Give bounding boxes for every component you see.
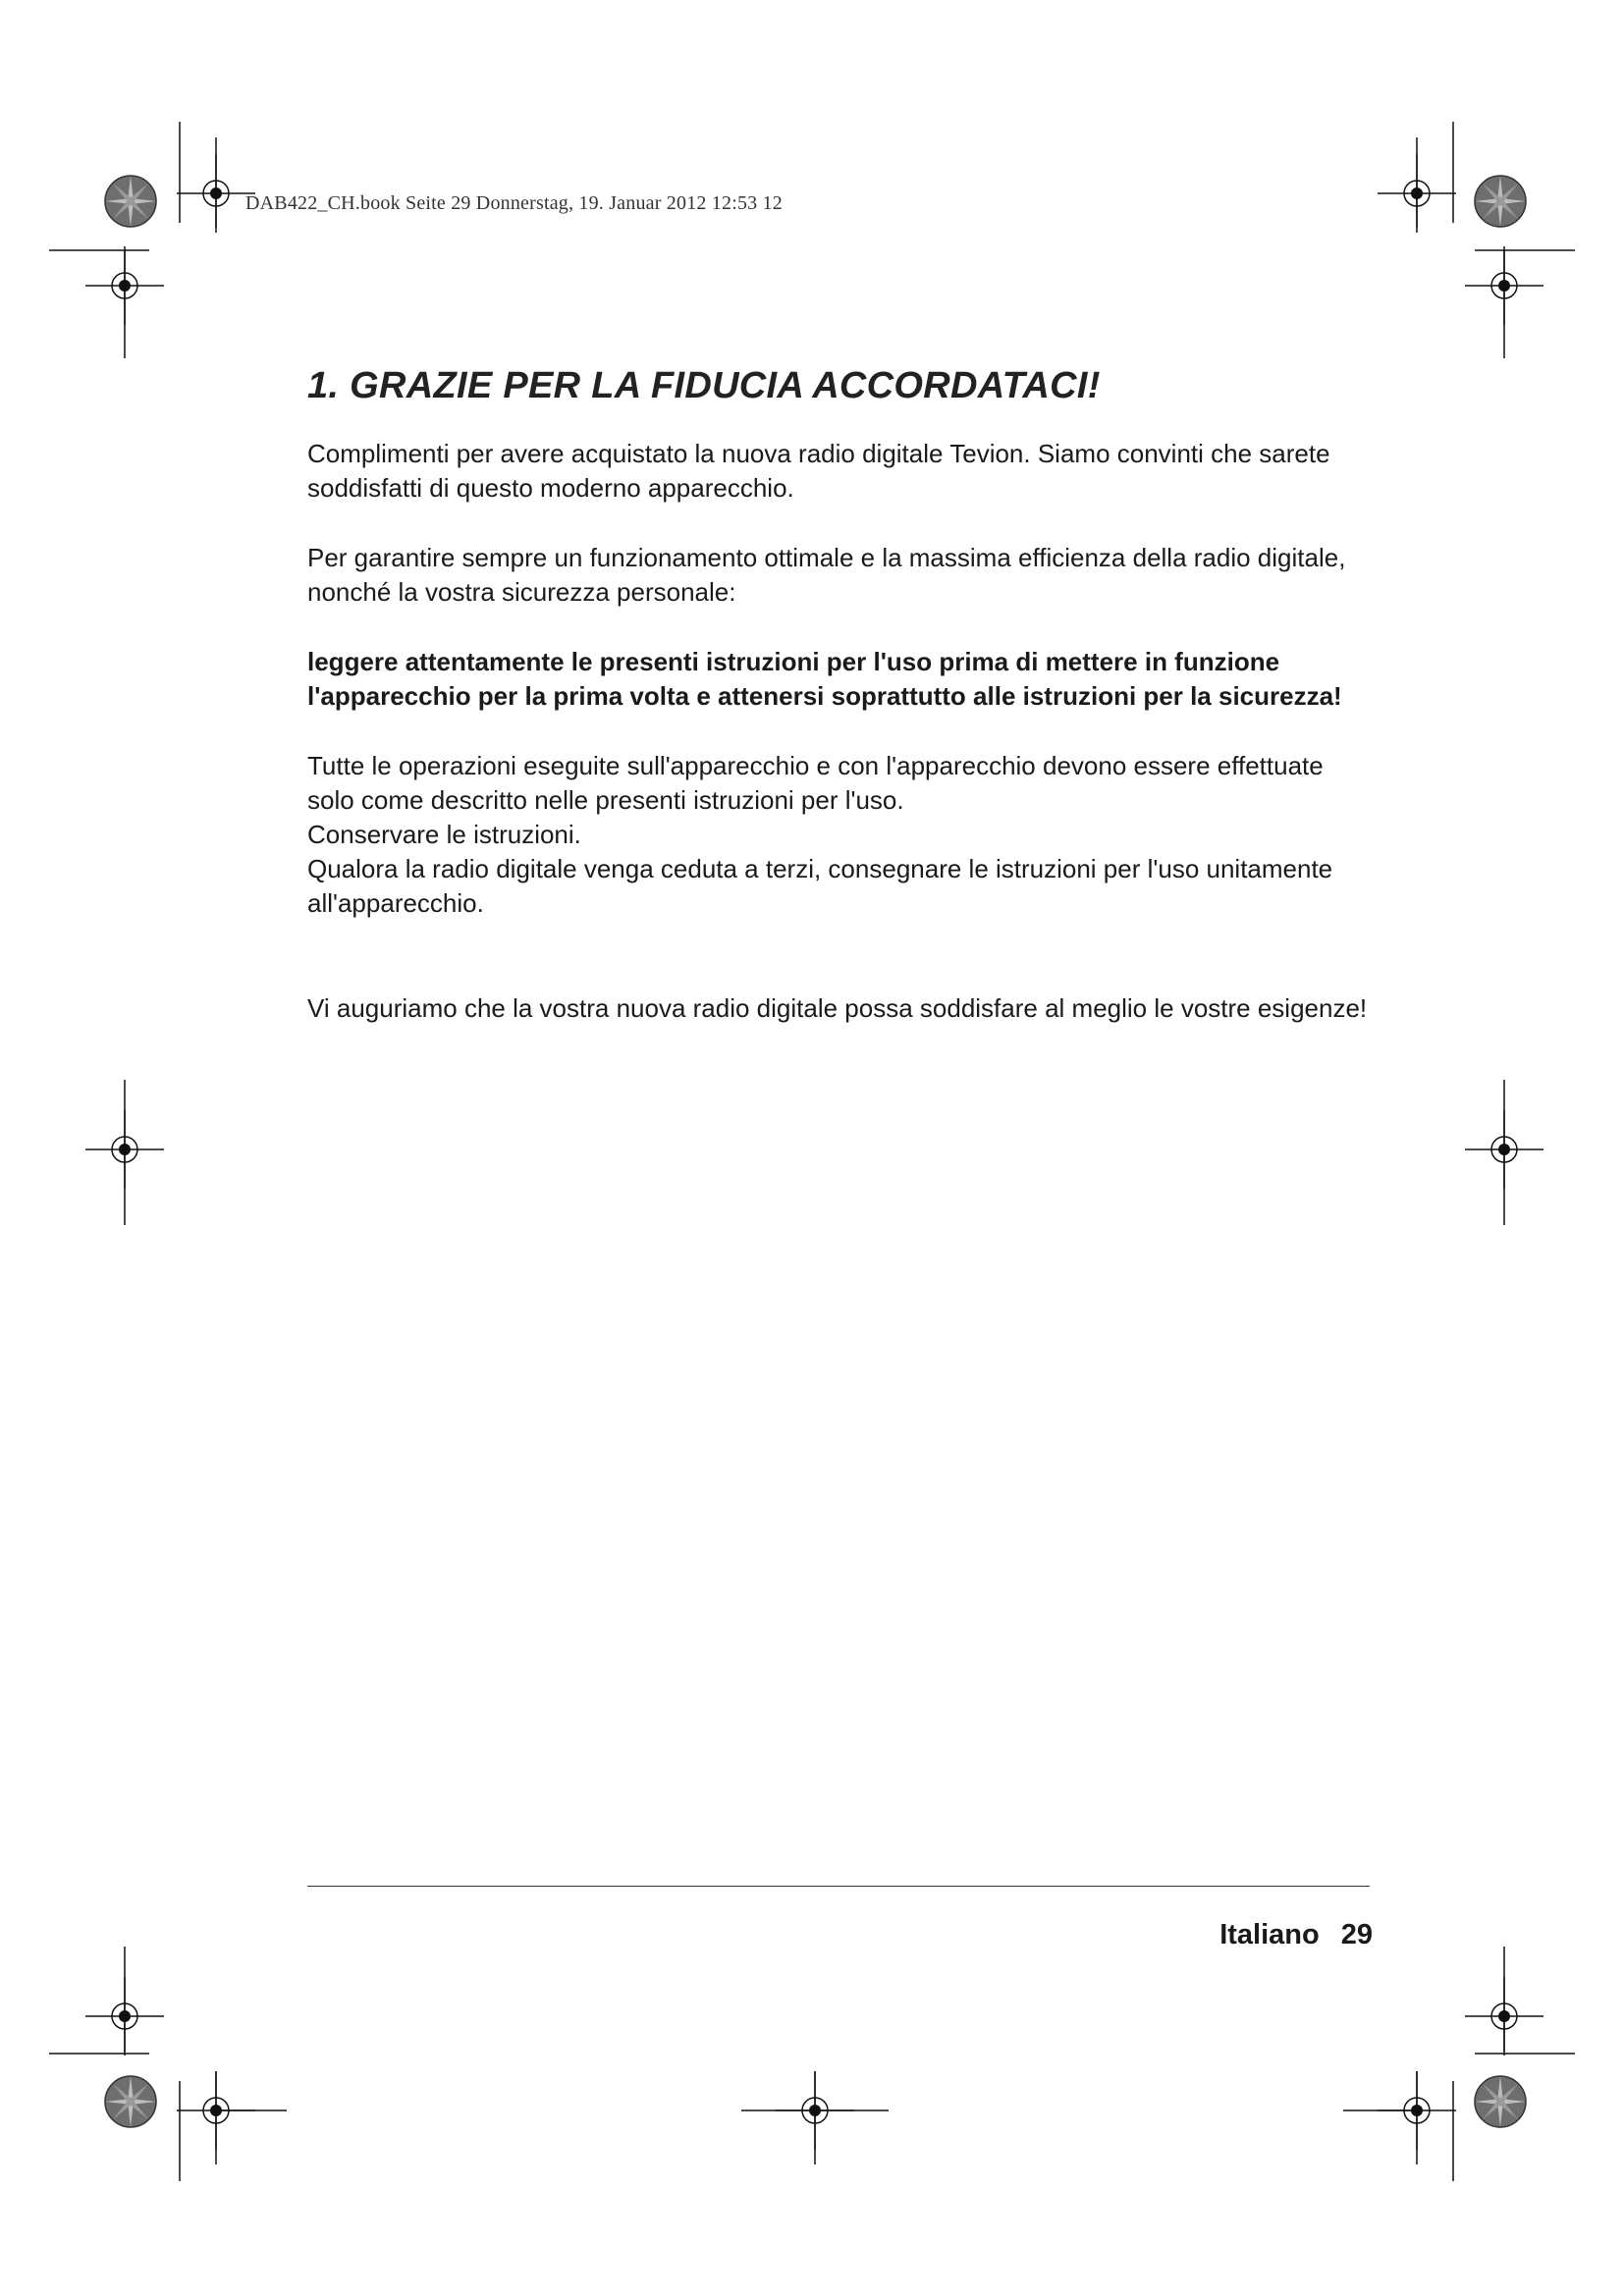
operations-paragraph: Tutte le operazioni eseguite sull'apparecchio e con l'apparecchio devono essere effettuate solo come descritto nelle presenti istruzioni per l'uso. [307, 751, 1324, 815]
section-title: 1. GRAZIE PER LA FIDUCIA ACCORDATACI! [307, 365, 1101, 406]
safety-warning-paragraph: leggere attentamente le presenti istruzioni per l'uso prima di mettere in funzione l'apparecchio per la prima volta e attenersi soprattutto alle istruzioni per la sicurezza! [307, 647, 1342, 711]
page-number: 29 [1340, 1919, 1373, 1950]
page-footer [1219, 1919, 1373, 1951]
handover-paragraph: Qualora la radio digitale venga ceduta a terzi, consegnare le istruzioni per l'uso unitamente all'apparecchio. [307, 854, 1333, 918]
top-right-color-disc [1475, 176, 1526, 227]
footer-language: Italiano [1219, 1919, 1320, 1950]
closing-paragraph: Vi auguriamo che la vostra nuova radio digitale possa soddisfare al meglio le vostre esigenze! [307, 993, 1368, 1023]
print-info-header: DAB422_CH.book Seite 29 Donnerstag, 19. Januar 2012 12:53 12 [245, 192, 783, 214]
page-content [307, 365, 1368, 1026]
footer-divider [307, 1886, 1370, 1887]
top-left-color-disc [105, 176, 156, 227]
intro-paragraph-2: Per garantire sempre un funzionamento ottimale e la massima efficienza della radio digitale, nonché la vostra sicurezza personale: [307, 543, 1346, 607]
bottom-left-color-disc [105, 2076, 156, 2127]
bottom-right-color-disc [1475, 2076, 1526, 2127]
intro-paragraph-1: Complimenti per avere acquistato la nuova radio digitale Tevion. Siamo convinti che sarete soddisfatti di questo moderno apparecchio. [307, 439, 1330, 503]
keep-instructions-paragraph: Conservare le istruzioni. [307, 820, 581, 849]
